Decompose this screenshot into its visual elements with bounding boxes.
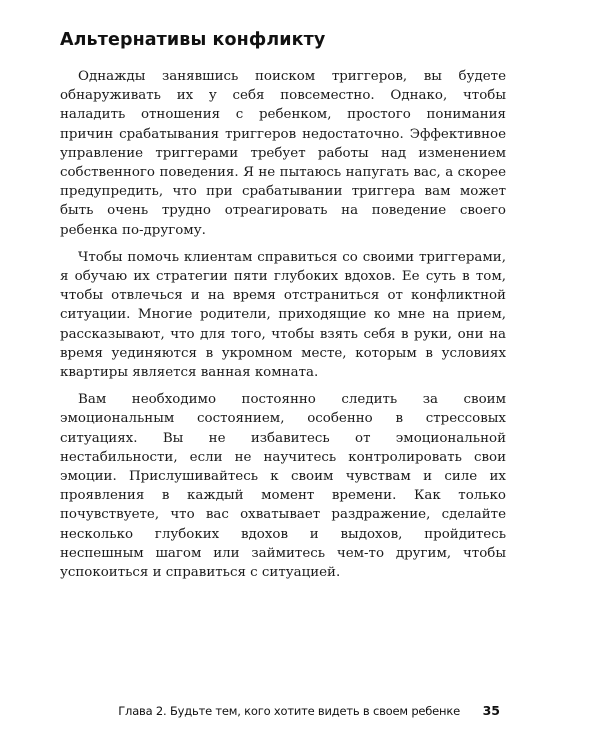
body-text — [60, 67, 506, 590]
paragraph-3: Вам необходимо постоянно следить за своим эмоциональным состоянием, особенно в стрессовых ситуациях. Вы не избавитесь от эмоциональной нестабильности, если не научитесь контролировать свои эмоции. Прислушивайтесь к своим чувствам и силе их проявления в каждый момент времени. Как только почувствуете, что вас охватывает раздражение, сделайте несколько глубоких вдохов и выдохов, пройдитесь неспешным шагом или займитесь чем-то другим, чтобы успокоиться и справиться с ситуацией. — [60, 392, 506, 581]
page-footer — [60, 700, 500, 720]
page-number: 35 — [482, 703, 500, 718]
paragraph-2: Чтобы помочь клиентам справиться со своими триггерами, я обучаю их стратегии пяти глубоких вдохов. Ее суть в том, чтобы отвлечься и на время отстраниться от конфликтной ситуации. Многие родители, приходящие ко мне на прием, рассказывают, что для того, чтобы взять себя в руки, они на время уединяются в укромном месте, которым в условиях квартиры является ванная комната. — [60, 249, 506, 381]
running-title: Глава 2. Будьте тем, кого хотите видеть в своем ребенке — [118, 704, 460, 718]
paragraph-1: Однажды занявшись поиском триггеров, вы будете обнаруживать их у себя повсеместно. Однако, чтобы наладить отношения с ребенком, простого понимания причин срабатывания триггеров недостаточно. Эффективное управление триггерами требует работы над изменением собственного поведения. Я не пытаюсь напугать вас, а скорее предупредить, что при срабатывании триггера вам может быть очень трудно отреагировать на поведение своего ребенка по-другому. — [60, 69, 506, 238]
section-heading: Альтернативы конфликту — [60, 30, 326, 50]
